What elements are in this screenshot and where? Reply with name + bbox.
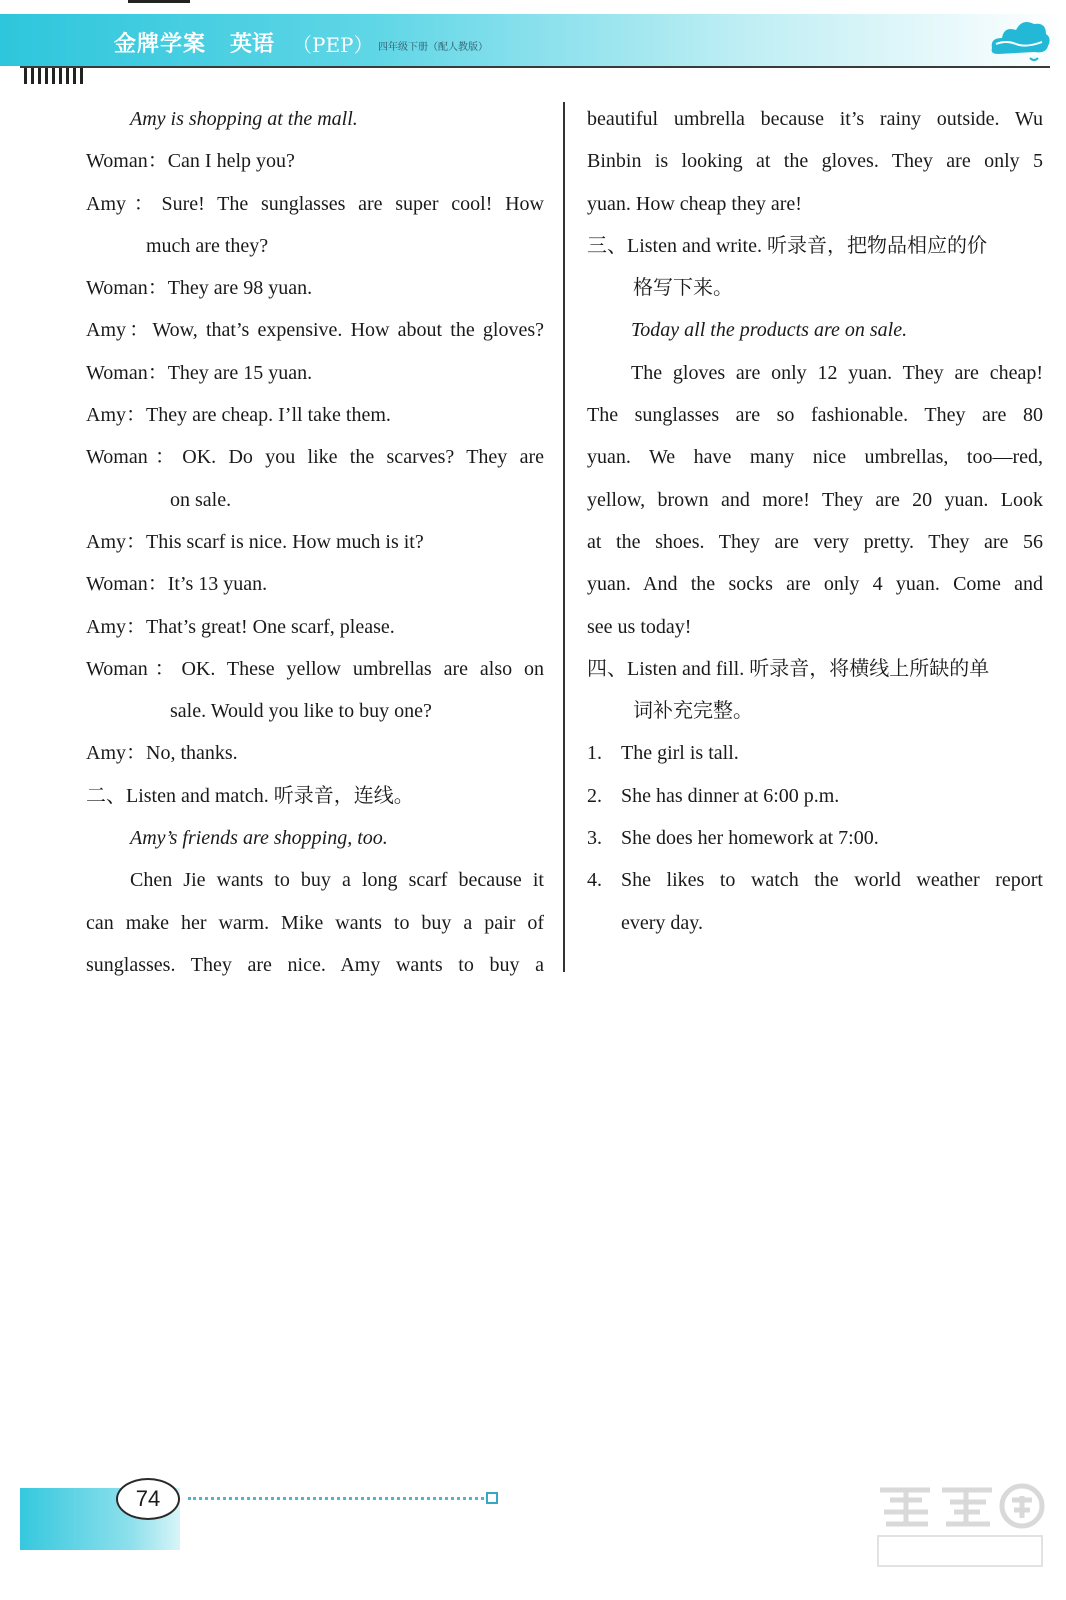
left-text-line: Woman：They are 98 yuan. (86, 277, 313, 300)
header-subject-code: （PEP） (292, 33, 374, 57)
right-text-line: see us today! (587, 615, 692, 638)
header-top-line (128, 0, 190, 3)
item-text-continued: every day. (621, 911, 703, 934)
right-text-line: yellow, brown and more! They are 20 yuan. Look (587, 488, 1043, 511)
item-text: She does her homework at 7:00. (621, 827, 879, 850)
footer-dotted-line (188, 1497, 484, 1500)
page-number: 74 (116, 1478, 180, 1520)
right-text-line: The sunglasses are so fashionable. They are 80 (587, 404, 1043, 427)
numbered-item (587, 775, 1043, 817)
left-text-line: can make her warm. Mike wants to buy a pair of (86, 911, 544, 934)
left-text-line: sale. Would you like to buy one? (170, 700, 432, 723)
left-text-line: Chen Jie wants to buy a long scarf because it (130, 869, 544, 892)
right-text-line: Binbin is looking at the gloves. They are only 5 (587, 150, 1043, 173)
left-text-line: on sale. (170, 488, 232, 511)
numbered-item (587, 817, 1043, 859)
item-text: She likes to watch the world weather report (621, 869, 1043, 892)
left-text-line: much are they? (146, 234, 269, 257)
left-text-line: Amy：They are cheap. I’ll take them. (86, 404, 391, 427)
cloud-icon (986, 14, 1052, 62)
right-text-line: beautiful umbrella because it’s rainy outside. Wu (587, 108, 1043, 130)
right-text-line: at the shoes. They are very pretty. They are 56 (587, 530, 1043, 553)
right-text-line: Today all the products are on sale. (631, 319, 908, 342)
header-subject: 英语 (230, 31, 275, 57)
header-grade: 四年级下册（配人教版） (378, 42, 488, 53)
right-text-line: 词补充完整。 (633, 700, 753, 723)
numbered-list (587, 732, 1043, 943)
left-text-line: Amy：Sure! The sunglasses are super cool! How (86, 192, 544, 215)
numbered-item (587, 859, 1043, 901)
left-text-line: Amy’s friends are shopping, too. (130, 827, 388, 850)
left-text-line: Amy：No, thanks. (86, 742, 238, 765)
right-text-line: 三、Listen and write. 听录音，把物品相应的价 (587, 234, 987, 257)
item-text: She has dinner at 6:00 p.m. (621, 784, 840, 807)
right-text-line: yuan. We have many nice umbrellas, too—red, (587, 446, 1043, 469)
item-number: 2. (587, 784, 602, 807)
left-text-line: Amy：Wow, that’s expensive. How about the gloves? (86, 319, 544, 342)
footer-square-icon (486, 1492, 498, 1504)
left-text-line: Woman：It’s 13 yuan. (86, 573, 268, 596)
right-text-line: 格写下来。 (633, 277, 733, 300)
left-text-line: sunglasses. They are nice. Amy wants to buy a (86, 953, 544, 976)
right-text-line: yuan. And the socks are only 4 yuan. Come and (587, 573, 1043, 596)
right-text-line: 四、Listen and fill. 听录音，将横线上所缺的单 (587, 657, 990, 680)
right-column (587, 98, 1043, 944)
left-text-line: Amy：This scarf is nice. How much is it? (86, 530, 424, 553)
left-text-line: Woman：OK. These yellow umbrellas are also on (86, 657, 544, 680)
item-number: 1. (587, 742, 602, 765)
watermark-logo-icon (870, 1478, 1050, 1570)
numbered-item (587, 732, 1043, 774)
left-text-line: 二、Listen and match. 听录音，连线。 (86, 784, 414, 807)
right-column-text (587, 98, 1043, 732)
left-text-line: Woman：OK. Do you like the scarves? They are (86, 446, 544, 469)
left-text-line: Amy：That’s great! One scarf, please. (86, 615, 395, 638)
left-text-line: Amy is shopping at the mall. (130, 108, 358, 130)
right-text-line: yuan. How cheap they are! (587, 192, 802, 215)
right-text-line: The gloves are only 12 yuan. They are cheap! (631, 361, 1043, 384)
header-brand: 金牌学案 (114, 31, 207, 57)
column-divider (563, 102, 565, 972)
left-column (86, 98, 544, 986)
left-text-line: Woman：Can I help you? (86, 150, 295, 173)
left-text-line: Woman：They are 15 yuan. (86, 361, 313, 384)
header-rule (20, 66, 1050, 68)
header-ticks (24, 68, 83, 84)
item-number: 3. (587, 827, 602, 850)
item-number: 4. (587, 869, 602, 892)
item-text: The girl is tall. (621, 742, 739, 765)
